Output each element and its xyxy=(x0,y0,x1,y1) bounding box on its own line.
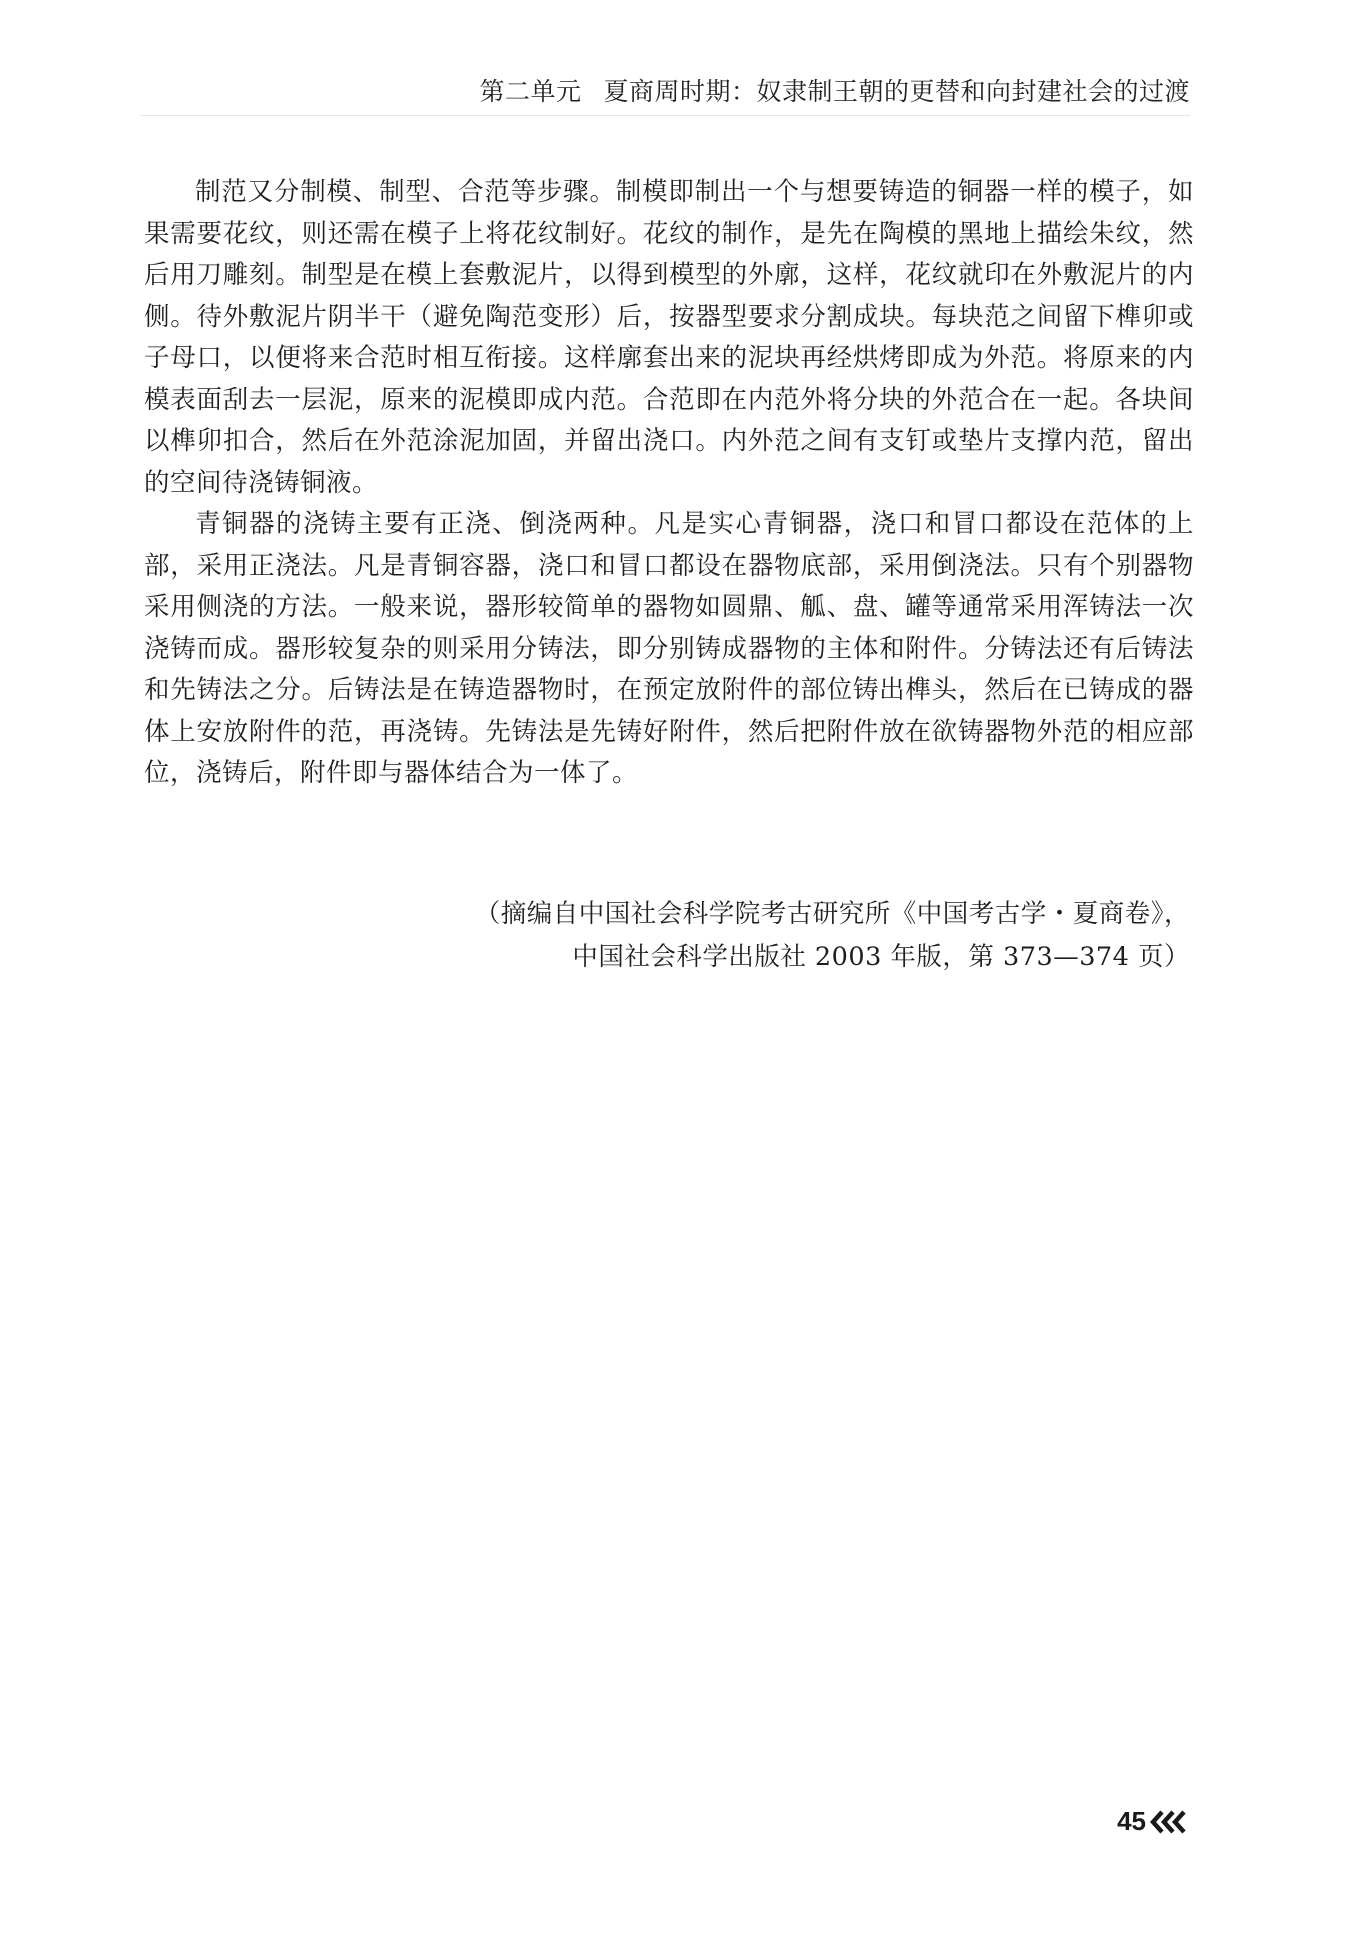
page-footer xyxy=(1117,1806,1190,1837)
body-text xyxy=(144,172,1194,795)
citation-line-1: （摘编自中国社会科学院考古研究所《中国考古学・夏商卷》， xyxy=(474,899,1190,929)
paragraph-pouring-methods: 青铜器的浇铸主要有正浇、倒浇两种。凡是实心青铜器，浇口和冒口都设在范体的上部，采用正浇法。凡是青铜容器，浇口和冒口都设在器物底部，采用倒浇法。只有个别器物采用侧浇的方法。一般来说，器形较简单的器物如圆鼎、觚、盘、罐等通常采用浑铸法一次浇铸而成。器形较复杂的则采用分铸法，即分别铸成器物的主体和附件。分铸法还有后铸法和先铸法之分。后铸法是在铸造器物时，在预定放附件的部位铸出榫头，然后在已铸成的器体上安放附件的范，再浇铸。先铸法是先铸好附件，然后把附件放在欲铸器物外范的相应部位，浇铸后，附件即与器体结合为一体了。 xyxy=(144,509,1194,788)
chevrons-left-icon xyxy=(1150,1809,1190,1835)
header-unit: 第二单元 xyxy=(479,77,582,106)
source-citation xyxy=(475,893,1190,979)
header-title: 夏商周时期：奴隶制王朝的更替和向封建社会的过渡 xyxy=(603,77,1190,106)
running-header xyxy=(479,72,1190,108)
header-divider xyxy=(140,115,1190,116)
citation-line-2: 中国社会科学出版社 2003 年版，第 373—374 页） xyxy=(572,942,1190,972)
page-number: 45 xyxy=(1117,1806,1146,1836)
paragraph-casting-molds: 制范又分制模、制型、合范等步骤。制模即制出一个与想要铸造的铜器一样的模子，如果需要花纹，则还需在模子上将花纹制好。花纹的制作，是先在陶模的黑地上描绘朱纹，然后用刀雕刻。制型是在模上套敷泥片，以得到模型的外廓，这样，花纹就印在外敷泥片的内侧。待外敷泥片阴半干（避免陶范变形）后，按器型要求分割成块。每块范之间留下榫卯或子母口，以便将来合范时相互衔接。这样廓套出来的泥块再经烘烤即成为外范。将原来的内模表面刮去一层泥，原来的泥模即成内范。合范即在内范外将分块的外范合在一起。各块间以榫卯扣合，然后在外范涂泥加固，并留出浇口。内外范之间有支钉或垫片支撑内范，留出的空间待浇铸铜液。 xyxy=(144,177,1194,498)
